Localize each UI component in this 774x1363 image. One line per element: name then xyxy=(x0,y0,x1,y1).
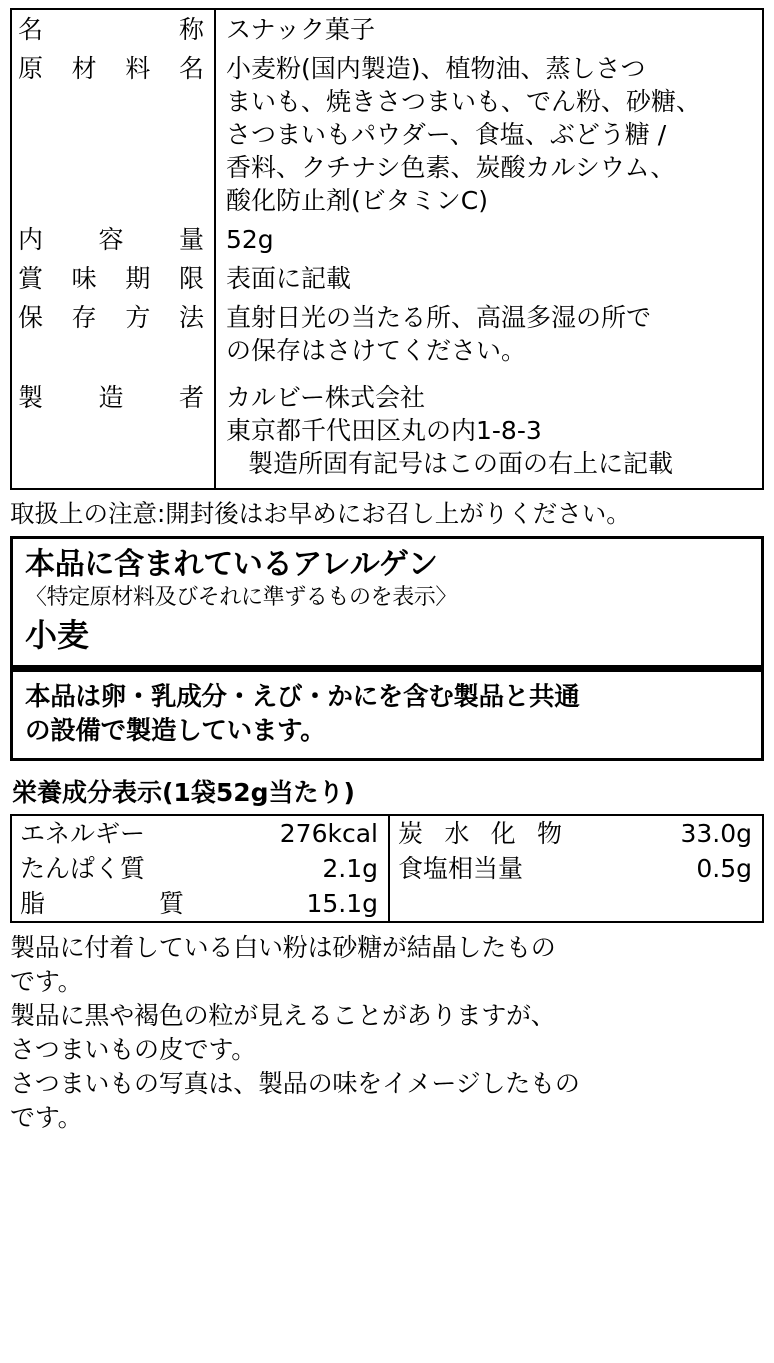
table-row-manufacturer xyxy=(11,370,763,489)
product-footnotes xyxy=(10,931,764,1135)
nutrition-value-protein: 2.1g xyxy=(322,854,378,883)
nutrition-value-carbohydrate: 33.0g xyxy=(680,819,752,848)
nutrition-label-fat-char-2: 質 xyxy=(158,889,184,918)
footnote-line-4: さつまいもの皮です。 xyxy=(10,1035,257,1064)
spec-label-ingredients-char-4: 名 xyxy=(178,54,204,83)
spec-value-name-line-1: スナック菓子 xyxy=(226,15,376,44)
allergen-box xyxy=(10,536,764,761)
spec-label-manufacturer-char-3: 者 xyxy=(178,383,204,412)
table-row-net-weight xyxy=(11,220,763,259)
spec-value-name xyxy=(215,9,763,49)
nutrition-label-carbohydrate-char-1: 炭 xyxy=(398,819,424,848)
nutrition-row-salt xyxy=(390,851,762,886)
nutrition-value-fat: 15.1g xyxy=(306,889,378,918)
nutrition-column-left xyxy=(11,815,389,922)
spec-value-manufacturer xyxy=(215,370,763,489)
spec-label-best-before-char-1: 賞 xyxy=(18,264,44,293)
spec-label-best-before-char-4: 限 xyxy=(178,264,204,293)
spec-label-net-weight-char-2: 容 xyxy=(98,225,124,254)
nutrition-label-carbohydrate-char-4: 物 xyxy=(536,819,562,848)
nutrition-column-right xyxy=(389,815,763,922)
allergen-top-section xyxy=(13,539,761,665)
spec-label-storage xyxy=(11,298,215,370)
spec-label-ingredients-char-1: 原 xyxy=(18,54,44,83)
nutrition-label-carbohydrate-char-3: 化 xyxy=(490,819,516,848)
storage-line-2: の保存はさけてください。 xyxy=(226,336,527,365)
spec-label-name xyxy=(11,9,215,49)
spec-label-best-before-char-3: 期 xyxy=(125,264,151,293)
allergen-subtitle: 〈特定原材料及びそれに準ずるものを表示〉 xyxy=(25,585,458,610)
nutrition-value-salt: 0.5g xyxy=(696,854,752,883)
spec-label-storage-char-2: 存 xyxy=(71,303,97,332)
nutrition-label-salt: 食塩相当量 xyxy=(398,854,524,883)
shared-equipment-line-2: の設備で製造しています。 xyxy=(25,716,326,746)
spec-value-net-weight xyxy=(215,220,763,259)
nutrition-row-protein xyxy=(12,851,388,886)
shared-equipment-line-1: 本品は卵・乳成分・えび・かにを含む製品と共通 xyxy=(25,682,580,712)
storage-line-1: 直射日光の当たる所、高温多湿の所で xyxy=(226,303,652,332)
footnote-line-6: です。 xyxy=(10,1103,83,1132)
spec-label-ingredients xyxy=(11,49,215,220)
best-before-value: 表面に記載 xyxy=(226,264,352,293)
nutrition-row-group xyxy=(11,815,763,922)
footnote-line-2: です。 xyxy=(10,967,83,996)
spec-label-net-weight-char-1: 内 xyxy=(18,225,44,254)
spec-label-manufacturer-char-1: 製 xyxy=(18,383,44,412)
ingredients-line-2: まいも、焼きさつまいも、でん粉、砂糖、 xyxy=(226,87,702,116)
table-row-ingredients xyxy=(11,49,763,220)
spec-label-best-before xyxy=(11,259,215,298)
shared-equipment-note xyxy=(13,672,761,758)
footnote-line-5: さつまいもの写真は、製品の味をイメージしたもの xyxy=(10,1069,580,1098)
spec-label-storage-char-4: 法 xyxy=(178,303,204,332)
net-weight-value: 52g xyxy=(226,225,274,254)
nutrition-label-protein: たんぱく質 xyxy=(20,854,146,883)
nutrition-row-energy xyxy=(12,816,388,851)
handling-note: 取扱上の注意:開封後はお早めにお召し上がりください。 xyxy=(10,499,631,528)
spec-label-name-char-2: 称 xyxy=(178,15,204,44)
nutrition-heading: 栄養成分表示(1袋52g当たり) xyxy=(12,778,355,807)
nutrition-label-carbohydrate-char-2: 水 xyxy=(444,819,470,848)
nutrition-label-energy: エネルギー xyxy=(20,819,146,848)
ingredients-line-4: 香料、クチナシ色素、炭酸カルシウム、 xyxy=(226,153,676,182)
nutrition-label-fat xyxy=(20,887,184,920)
spec-label-name-char-1: 名 xyxy=(18,15,44,44)
ingredients-line-3: さつまいもパウダー、食塩、ぶどう糖 / xyxy=(226,120,667,149)
allergen-item-wheat: 小麦 xyxy=(25,616,90,654)
table-row-storage xyxy=(11,298,763,370)
spec-label-ingredients-char-2: 材 xyxy=(71,54,97,83)
spec-label-net-weight-char-3: 量 xyxy=(178,225,204,254)
spec-value-storage xyxy=(215,298,763,370)
nutrition-value-energy: 276kcal xyxy=(279,819,378,848)
product-spec-table xyxy=(10,8,764,490)
spec-label-storage-char-3: 方 xyxy=(125,303,151,332)
nutrition-row-carbohydrate xyxy=(390,816,762,851)
spec-label-manufacturer xyxy=(11,370,215,489)
footnote-line-3: 製品に黒や褐色の粒が見えることがありますが、 xyxy=(10,1001,556,1030)
nutrition-facts-table xyxy=(10,814,764,923)
ingredients-line-1: 小麦粉(国内製造)、植物油、蒸しさつ xyxy=(226,54,646,83)
manufacturer-address: 東京都千代田区丸の内1-8-3 xyxy=(226,416,542,445)
spec-label-storage-char-1: 保 xyxy=(18,303,44,332)
spec-label-net-weight xyxy=(11,220,215,259)
table-row-best-before xyxy=(11,259,763,298)
ingredients-line-5: 酸化防止剤(ビタミンC) xyxy=(226,186,488,215)
spec-label-manufacturer-char-2: 造 xyxy=(98,383,124,412)
spec-label-ingredients-char-3: 料 xyxy=(125,54,151,83)
nutrition-label-fat-char-1: 脂 xyxy=(20,889,46,918)
spec-label-best-before-char-2: 味 xyxy=(71,264,97,293)
factory-code-note: 製造所固有記号はこの面の右上に記載 xyxy=(248,449,674,478)
spec-value-ingredients xyxy=(215,49,763,220)
footnote-line-1: 製品に付着している白い粉は砂糖が結晶したもの xyxy=(10,933,556,962)
table-row-name xyxy=(11,9,763,49)
manufacturer-name: カルビー株式会社 xyxy=(226,383,426,412)
allergen-title: 本品に含まれているアレルゲン xyxy=(25,547,438,582)
nutrition-label-carbohydrate xyxy=(398,817,562,850)
nutrition-row-fat xyxy=(12,886,388,921)
allergen-divider xyxy=(13,665,761,672)
spec-value-best-before xyxy=(215,259,763,298)
